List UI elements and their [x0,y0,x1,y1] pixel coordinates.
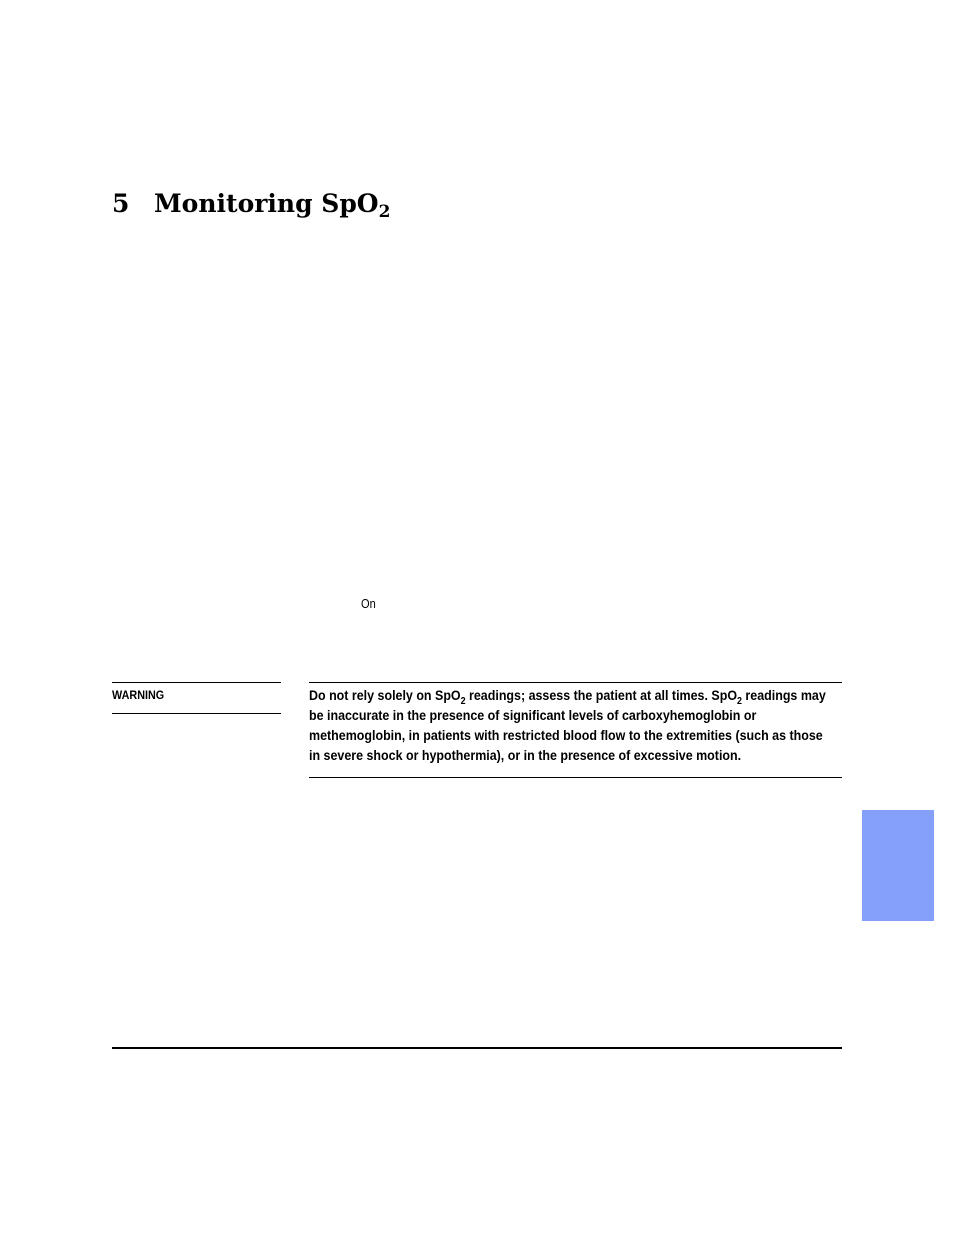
footer-rule [112,1047,842,1049]
chapter-title-subscript: 2 [378,202,391,222]
warning-label-top-rule [112,682,281,683]
chapter-title [112,186,390,222]
warning-subscript-1: 2 [460,696,466,707]
warning-text-part-1: Do not rely solely on SpO [309,687,461,703]
warning-label-bottom-rule [112,713,281,714]
chapter-number: 5 [112,189,130,218]
warning-text-part-2: readings; assess the patient at all times. SpO [465,687,738,703]
warning-text-part-3: readings may be inaccurate in the presence of significant levels of carboxyhemoglobin or methemoglobin, in patients with restricted blood flow to the extremities (such as those in severe shock or hypothermia), or in the presence of excessive motion. [309,687,826,763]
on-setting-label: On [361,596,376,611]
warning-text-top-rule [309,682,842,683]
warning-text [309,685,836,765]
warning-text-bottom-rule [309,777,842,778]
chapter-title-text: Monitoring SpO [154,189,379,218]
chapter-tab-marker [862,810,934,921]
warning-subscript-2: 2 [737,696,742,707]
warning-label: WARNING [112,688,165,702]
